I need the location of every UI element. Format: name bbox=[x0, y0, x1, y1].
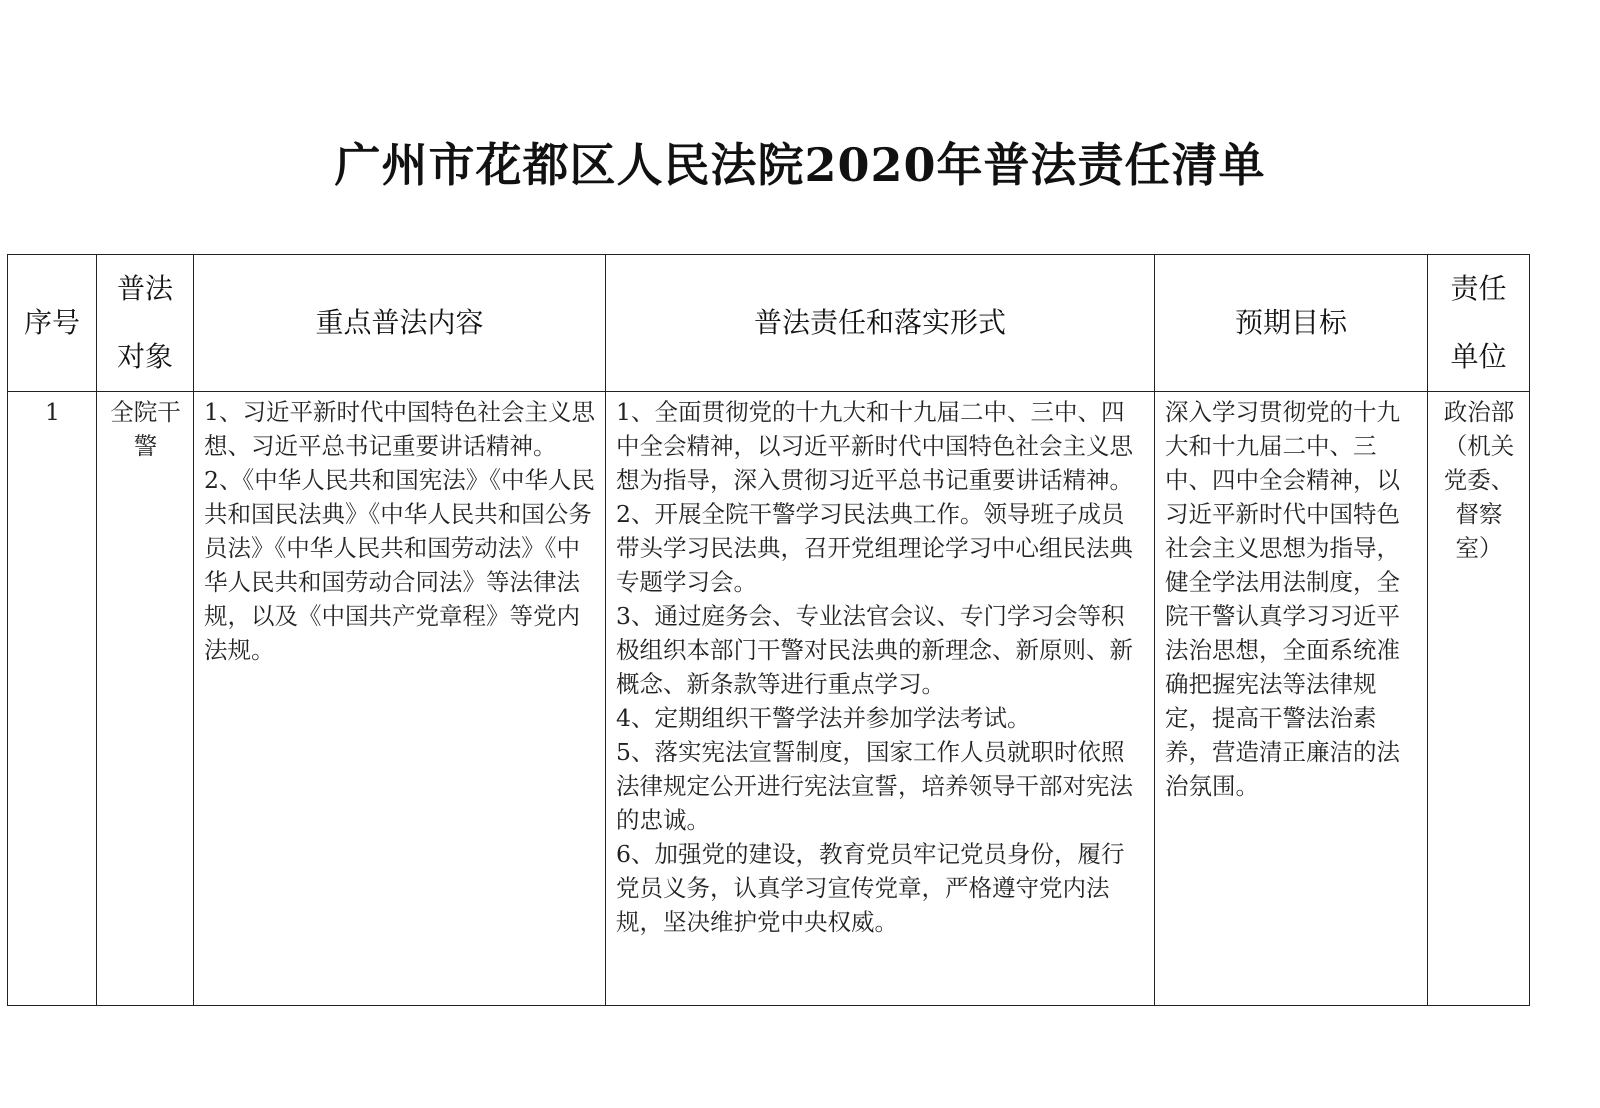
cell-unit: 政治部（机关党委、督察室） bbox=[1428, 392, 1530, 1006]
forms-item: 4、定期组织干警学法并参加学法考试。 bbox=[616, 704, 1031, 732]
header-target-label: 普法对象 bbox=[116, 272, 173, 373]
content-item: 2、《中华人民共和国宪法》《中华人民共和国民法典》《中华人民共和国公务员法》《中华人民共和国劳动法》《中华人民共和国劳动合同法》等法律法规，以及《中国共产党章程》等党内法规。 bbox=[204, 466, 595, 664]
header-target bbox=[97, 255, 194, 392]
header-seq: 序号 bbox=[8, 255, 97, 392]
cell-seq: 1 bbox=[8, 392, 97, 1006]
header-unit-label: 责任单位 bbox=[1450, 272, 1507, 373]
table-header-row bbox=[8, 255, 1530, 392]
forms-item: 6、加强党的建设，教育党员牢记党员身份，履行党员义务，认真学习宣传党章，严格遵守党内法规，坚决维护党中央权威。 bbox=[616, 840, 1125, 936]
forms-item: 1、全面贯彻党的十九大和十九届二中、三中、四中全会精神，以习近平新时代中国特色社会主义思想为指导，深入贯彻习近平总书记重要讲话精神。 bbox=[616, 398, 1133, 494]
header-forms: 普法责任和落实形式 bbox=[606, 255, 1155, 392]
content-item: 1、习近平新时代中国特色社会主义思想、习近平总书记重要讲话精神。 bbox=[204, 398, 595, 460]
header-unit bbox=[1428, 255, 1530, 392]
cell-target: 全院干警 bbox=[97, 392, 194, 1006]
document-title: 广州市花都区人民法院2020年普法责任清单 bbox=[334, 138, 1266, 192]
cell-content bbox=[194, 392, 606, 1006]
cell-forms bbox=[606, 392, 1155, 1006]
forms-item: 5、落实宪法宣誓制度，国家工作人员就职时依照法律规定公开进行宪法宣誓，培养领导干部对宪法的忠诚。 bbox=[616, 738, 1133, 834]
cell-goal: 深入学习贯彻党的十九大和十九届二中、三中、四中全会精神，以习近平新时代中国特色社会主义思想为指导，健全学法用法制度，全院干警认真学习习近平法治思想，全面系统准确把握宪法等法律规定，提高干警法治素养，营造清正廉洁的法治氛围。 bbox=[1155, 392, 1428, 1006]
forms-item: 2、开展全院干警学习民法典工作。领导班子成员带头学习民法典，召开党组理论学习中心组民法典专题学习会。 bbox=[616, 500, 1133, 596]
table-row bbox=[8, 392, 1530, 1006]
header-goal: 预期目标 bbox=[1155, 255, 1428, 392]
header-content: 重点普法内容 bbox=[194, 255, 606, 392]
forms-item: 3、通过庭务会、专业法官会议、专门学习会等积极组织本部门干警对民法典的新理念、新原则、新概念、新条款等进行重点学习。 bbox=[616, 602, 1133, 698]
responsibility-table bbox=[7, 254, 1530, 1006]
